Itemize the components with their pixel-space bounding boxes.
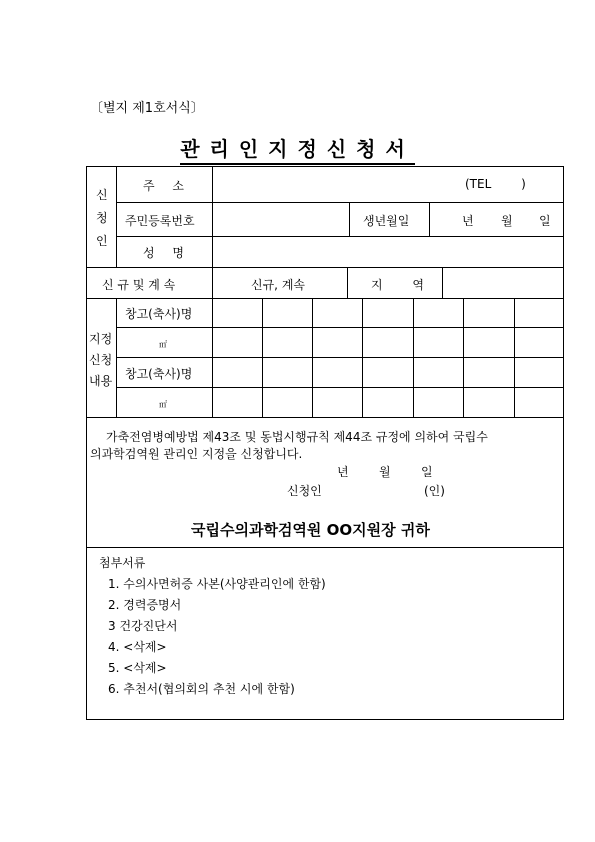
birth-year-unit: 년 <box>462 214 474 228</box>
col-divider <box>116 298 117 417</box>
col-divider <box>514 298 515 417</box>
birth-day-unit: 일 <box>539 214 551 228</box>
attachment-item: 3 건강진단서 <box>108 619 178 633</box>
col-divider <box>116 167 117 267</box>
applicant-group-label-2: 청 <box>96 211 108 225</box>
row-divider <box>87 547 564 548</box>
form-number-label: 〔별지 제1호서식〕 <box>90 101 204 116</box>
warehouse-name-label-2: 창고(축사)명 <box>125 367 193 381</box>
birth-date-label: 생년월일 <box>363 214 410 228</box>
row-divider <box>116 327 564 328</box>
new-renewal-label: 신 규 및 계 속 <box>102 278 176 292</box>
form-title <box>0 133 595 162</box>
applicant-group-label-1: 신 <box>96 188 108 202</box>
name-label: 성 명 <box>143 246 184 260</box>
statement-day-unit: 일 <box>421 465 433 479</box>
applicant-group-label-3: 인 <box>96 234 108 248</box>
tel-label: (TEL ) <box>465 177 526 191</box>
birth-month-unit: 월 <box>501 214 513 228</box>
attachment-item: 2. 경력증명서 <box>108 598 182 612</box>
col-divider <box>312 298 313 417</box>
application-form-table <box>86 166 564 720</box>
address-label: 주 소 <box>143 179 184 193</box>
applicant-signature-label: 신청인 <box>287 484 322 498</box>
area-unit-label-1: ㎡ <box>159 340 167 349</box>
col-divider <box>212 167 213 267</box>
region-label: 지 역 <box>371 278 424 292</box>
attachment-item: 1. 수의사면허증 사본(사양관리인에 한함) <box>108 577 326 591</box>
col-divider <box>429 202 430 236</box>
id-number-label: 주민등록번호 <box>125 214 195 228</box>
addressee-line: 국립수의과학검역원 OO지원장 귀하 <box>191 521 430 539</box>
area-unit-label-2: ㎡ <box>159 400 167 409</box>
col-divider <box>413 298 414 417</box>
seal-label: (인) <box>424 484 445 498</box>
statement-line-2: 의과학검역원 관리인 지정을 신청합니다. <box>90 447 303 461</box>
row-divider <box>87 298 564 299</box>
attachment-item: 6. 추천서(협의회의 추천 시에 한함) <box>108 682 295 696</box>
col-divider <box>212 298 213 417</box>
col-divider <box>463 298 464 417</box>
row-divider <box>116 387 564 388</box>
row-divider <box>87 267 564 268</box>
col-divider <box>212 267 213 298</box>
attachments-heading: 첨부서류 <box>99 556 146 570</box>
row-divider <box>87 417 564 418</box>
col-divider <box>262 298 263 417</box>
designation-group-label-2: 신청 <box>89 353 113 367</box>
designation-group-label-3: 내용 <box>89 374 113 388</box>
col-divider <box>347 267 348 298</box>
col-divider <box>362 298 363 417</box>
statement-year-unit: 년 <box>337 465 349 479</box>
col-divider <box>349 202 350 236</box>
statement-line-1: 가축전염병예방법 제43조 및 동법시행규칙 제44조 규정에 의하여 국립수 <box>106 430 488 444</box>
row-divider <box>116 236 564 237</box>
designation-group-label-1: 지정 <box>89 332 113 346</box>
row-divider <box>116 202 564 203</box>
warehouse-name-label-1: 창고(축사)명 <box>125 307 193 321</box>
attachment-item: 4. <삭제> <box>108 640 167 654</box>
row-divider <box>116 357 564 358</box>
attachment-item: 5. <삭제> <box>108 661 167 675</box>
new-renewal-value: 신규, 계속 <box>251 278 305 292</box>
statement-month-unit: 월 <box>379 465 391 479</box>
col-divider <box>442 267 443 298</box>
form-title-text: 관리인지정신청서 <box>180 137 415 165</box>
